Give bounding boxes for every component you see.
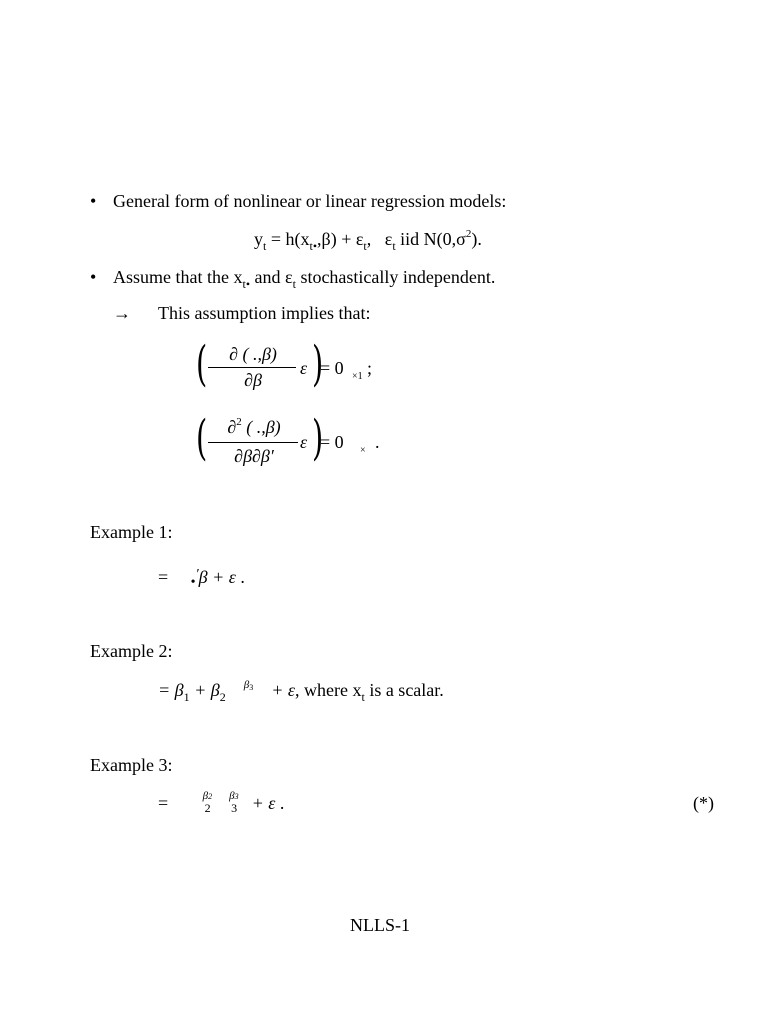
cond2-dot: . xyxy=(375,432,380,452)
bullet-1: • xyxy=(90,191,97,211)
cond2-rhs: = 0 xyxy=(320,432,344,452)
intro-line: General form of nonlinear or linear regression models: xyxy=(113,191,507,211)
assumption-line: Assume that the $x_{t•}$ and $\varepsilon_t$ stochastically independent. xyxy=(113,267,496,291)
page-footer: NLLS-1 xyxy=(350,915,410,935)
cond1-denominator: ∂β xyxy=(244,370,262,390)
example-2-label: Example 2: xyxy=(90,641,173,661)
example-2-equation: = $\beta_1 + \beta_2$ $^{\beta 3}$ + ε, where $x_t$ is a scalar. xyxy=(158,679,444,704)
arrow-icon: → xyxy=(113,303,131,323)
example-3-label: Example 3: xyxy=(90,755,173,775)
cond2-numerator: ∂$^2$ ( .,β) xyxy=(227,416,281,437)
cond1-semicolon: ; xyxy=(367,358,373,378)
cond2-epsilon: ε xyxy=(300,432,308,452)
cond1-rhs: = 0 xyxy=(320,358,344,378)
cond1-epsilon: ε xyxy=(300,358,308,378)
model-equation: $y_t = h(x_{t•},\beta) + \varepsilon_t$, $\varepsilon_t$ iid $N(0,\sigma^2)$. xyxy=(254,228,482,253)
example-1-label: Example 1: xyxy=(90,522,173,542)
implies-line: This assumption implies that: xyxy=(158,303,371,323)
cond2-sub: × xyxy=(360,445,366,456)
bullet-2: • xyxy=(90,267,97,287)
cond2-denominator: ∂β∂β′ xyxy=(234,446,274,466)
equation-tag: (*) xyxy=(693,793,714,813)
example-3-equation: = β2 2 β3 3 + ε . xyxy=(158,790,285,815)
example-1-equation: = •′β + ε . xyxy=(158,567,245,590)
cond1-numerator: ∂ ( .,β) xyxy=(229,344,277,364)
cond1-sub: ×1 xyxy=(352,371,363,382)
